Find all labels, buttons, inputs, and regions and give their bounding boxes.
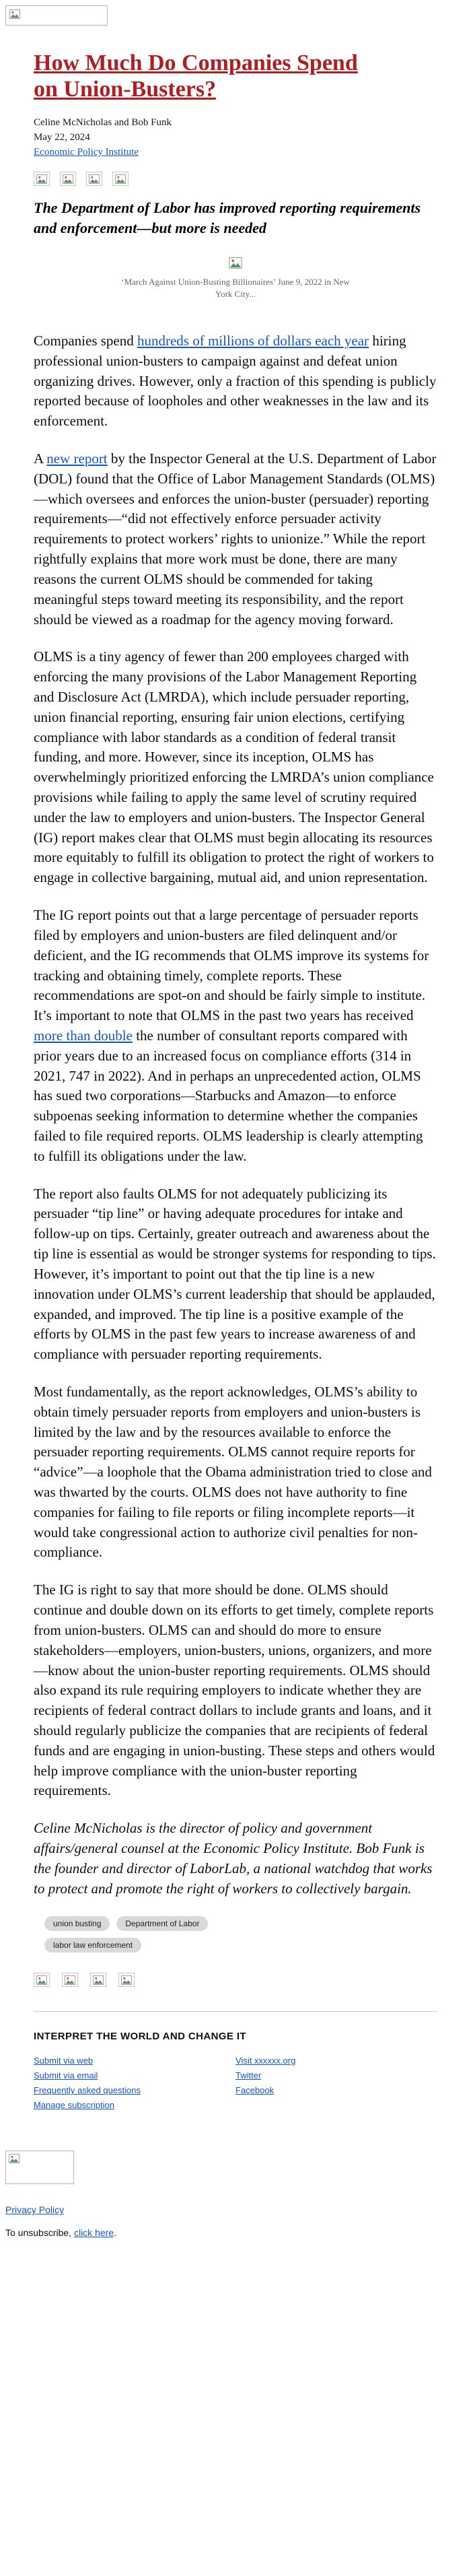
paragraph-text: by the Inspector General at the U.S. Department of Labor (DOL) found that the Office of Labor Management Standards (OLMS)—which oversees and enforces the union-buster (persuader) reporting requirements—“did not effectively enforce persuader activity requirements to protect workers’ rights to unionize.” While the report rightfully explains that more work must be done, there are many reasons the current OLMS should be commended for taking meaningful steps toward meeting its responsibility, and the report should be viewed as a roadmap for the agency moving forward. — [34, 450, 437, 628]
paragraph-text: The IG is right to say that more should be done. OLMS should continue and double down on its efforts to get timely, complete reports from union-busters. OLMS can and should do more to ensure stakeholders—employers, union-busters, unions, organizers, and more—know about the union-buster reporting requirements. OLMS should also expand its rule requiring employers to indicate whether they are recipients of federal contract dollars to include grants and loans, and it should regularly publicize the companies that are recipients of federal funds and are engaging in union-busting. These steps and others would help improve compliance with the union-buster reporting requirements. — [34, 1582, 435, 1799]
privacy-line — [5, 2204, 466, 2216]
share-icon-3[interactable] — [90, 1973, 106, 1987]
footer-links-right — [236, 2056, 437, 2110]
paragraph — [34, 1382, 437, 1563]
footer-link[interactable]: Facebook — [236, 2085, 275, 2096]
footer-link[interactable]: Submit via web — [34, 2056, 94, 2066]
inline-link[interactable]: more than double — [34, 1027, 133, 1044]
social-icons-row — [34, 172, 437, 186]
share-icon-1[interactable] — [34, 1973, 50, 1987]
paragraph — [34, 1580, 437, 1801]
footer-logo-placeholder[interactable] — [5, 2150, 74, 2184]
author-bio — [34, 1819, 437, 1899]
unsubscribe-text: To unsubscribe, — [5, 2227, 74, 2239]
paragraph — [34, 906, 437, 1167]
footer-link[interactable]: Manage subscription — [34, 2100, 114, 2111]
paragraph-text: Companies spend — [34, 332, 137, 349]
unsubscribe-link[interactable]: click here — [73, 2227, 114, 2239]
share-icon-1[interactable] — [34, 172, 50, 186]
tag-pill[interactable]: labor law enforcement — [44, 1938, 141, 1953]
broken-image-icon — [9, 9, 20, 22]
share-icon-2[interactable] — [62, 1973, 78, 1987]
broken-image-icon — [9, 2155, 20, 2166]
paragraph-text: the number of consultant reports compared with prior years due to an increased focus on compliance efforts (314 in 2021, 747 in 2022). And in perhaps an unprecedented action, OLMS has sued two corporations—Starbucks and Amazon—to enforce subpoenas seeking information to determine whether the companies failed to file required reports. OLMS leadership is clearly attempting to fulfill its obligations under the law. — [34, 1027, 423, 1164]
hero-caption: ‘March Against Union-Busting Billionaires’ June 9, 2022 in New York City... — [121, 276, 350, 299]
footer-link[interactable]: Twitter — [236, 2070, 262, 2081]
paragraph — [34, 647, 437, 888]
unsubscribe-text-suffix: . — [114, 2227, 116, 2239]
paragraph-text: OLMS is a tiny agency of fewer than 200 employees charged with enforcing the many provisions of the Labor Management Reporting and Disclosure Act (LMRDA), which include persuader reporting, union financial reporting, ensuring fair union elections, certifying compliance with labor standards as a condition of federal transit funding, and more. However, since its inception, OLMS has overwhelmingly prioritized enforcing the LMRDA’s union compliance provisions while failing to apply the same level of scrutiny required under the law to employers and union-busters. The Inspector General (IG) report makes clear that OLMS must begin allocating its resources more equitably to fulfill its obligation to protect the right of workers to engage in collective bargaining, mutual aid, and union representation. — [34, 648, 434, 886]
footer-divider — [34, 2011, 437, 2012]
inline-link[interactable]: hundreds of millions of dollars each year — [137, 332, 369, 349]
paragraph — [34, 1184, 437, 1365]
footer-link[interactable]: Frequently asked questions — [34, 2085, 141, 2096]
broken-image-icon — [229, 257, 242, 272]
source-line — [34, 147, 437, 158]
footer-link[interactable]: Visit xxxxxx.org — [236, 2056, 296, 2066]
paragraph-text: hiring professional union-busters to campaign against and defeat union organizing drives. However, only a fraction of this spending is publicly reported because of loopholes and other weaknesses in the law and its enforcement. — [34, 332, 437, 430]
source-link[interactable]: Economic Policy Institute — [34, 147, 139, 158]
paragraph-text: Most fundamentally, as the report acknowledges, OLMS’s ability to obtain timely persuader reports from employers and union-busters is limited by the law and by the resources available to enforce the persuader reporting requirements. OLMS cannot require reports for “advice”—a loophole that the Obama administration tried to close and was thwarted by the courts. OLMS does not have authority to fine companies for failing to file reports or filing incomplete reports—it would take congressional action to authorize civil penalties for non-compliance. — [34, 1383, 432, 1561]
footer-link-columns — [34, 2056, 437, 2133]
privacy-policy-link[interactable]: Privacy Policy — [5, 2204, 65, 2216]
paragraph-text: Celine McNicholas is the director of policy and government affairs/general counsel at the Economic Policy Institute. Bob Funk is the founder and director of LaborLab, a national watchdog that works to protect and promote the right of workers to collectively bargain. — [34, 1820, 433, 1897]
byline: Celine McNicholas and Bob Funk — [34, 117, 172, 129]
tag-list — [44, 1916, 246, 1953]
share-icon-4[interactable] — [118, 1973, 135, 1987]
hero-image-placeholder — [34, 257, 437, 300]
article-title — [34, 50, 370, 102]
tag-pill[interactable]: Department of Labor — [116, 1916, 208, 1931]
outer-footer — [5, 2150, 466, 2256]
article-date: May 22, 2024 — [34, 132, 90, 143]
email-content — [0, 26, 471, 2133]
article-dek: The Department of Labor has improved reporting requirements and enforcement—but more is needed — [34, 199, 421, 236]
page — [0, 5, 471, 2576]
social-icons-row-bottom — [34, 1973, 437, 1987]
footer-link[interactable]: Submit via email — [34, 2070, 98, 2081]
share-icon-2[interactable] — [60, 172, 76, 186]
footer-heading: INTERPRET THE WORLD AND CHANGE IT — [34, 2031, 246, 2043]
share-icon-4[interactable] — [112, 172, 129, 186]
share-icon-3[interactable] — [86, 172, 102, 186]
paragraph-text: The IG report points out that a large percentage of persuader reports filed by employers and union-busters are filed delinquent and/or deficient, and the IG recommends that OLMS improve its systems for tracking and obtaining timely, complete reports. These recommendations are spot-on and should be fairly simple to institute. It’s important to note that OLMS in the past two years has received — [34, 907, 429, 1024]
paragraph-text: The report also faults OLMS for not adequately publicizing its persuader “tip line” or having adequate procedures for intake and follow-up on tips. Certainly, greater outreach and awareness about the tip line is essential as would be stronger systems for responding to tips. However, it’s important to point out that the tip line is a new innovation under OLMS’s current leadership that should be applauded, expanded, and improved. The tip line is a positive example of the efforts by OLMS in the past few years to increase awareness of and compliance with persuader reporting requirements. — [34, 1185, 436, 1363]
inline-link[interactable]: new report — [46, 450, 108, 467]
paragraph — [34, 449, 437, 630]
unsubscribe-line — [5, 2227, 466, 2256]
paragraph-text: A — [34, 450, 47, 467]
header-logo-placeholder[interactable] — [5, 5, 108, 26]
paragraph — [34, 331, 437, 432]
article-title-link[interactable]: How Much Do Companies Spend on Union-Busters? — [34, 50, 358, 102]
article-body — [34, 331, 437, 1899]
footer-links-left — [34, 2056, 236, 2110]
tag-pill[interactable]: union busting — [44, 1916, 110, 1931]
